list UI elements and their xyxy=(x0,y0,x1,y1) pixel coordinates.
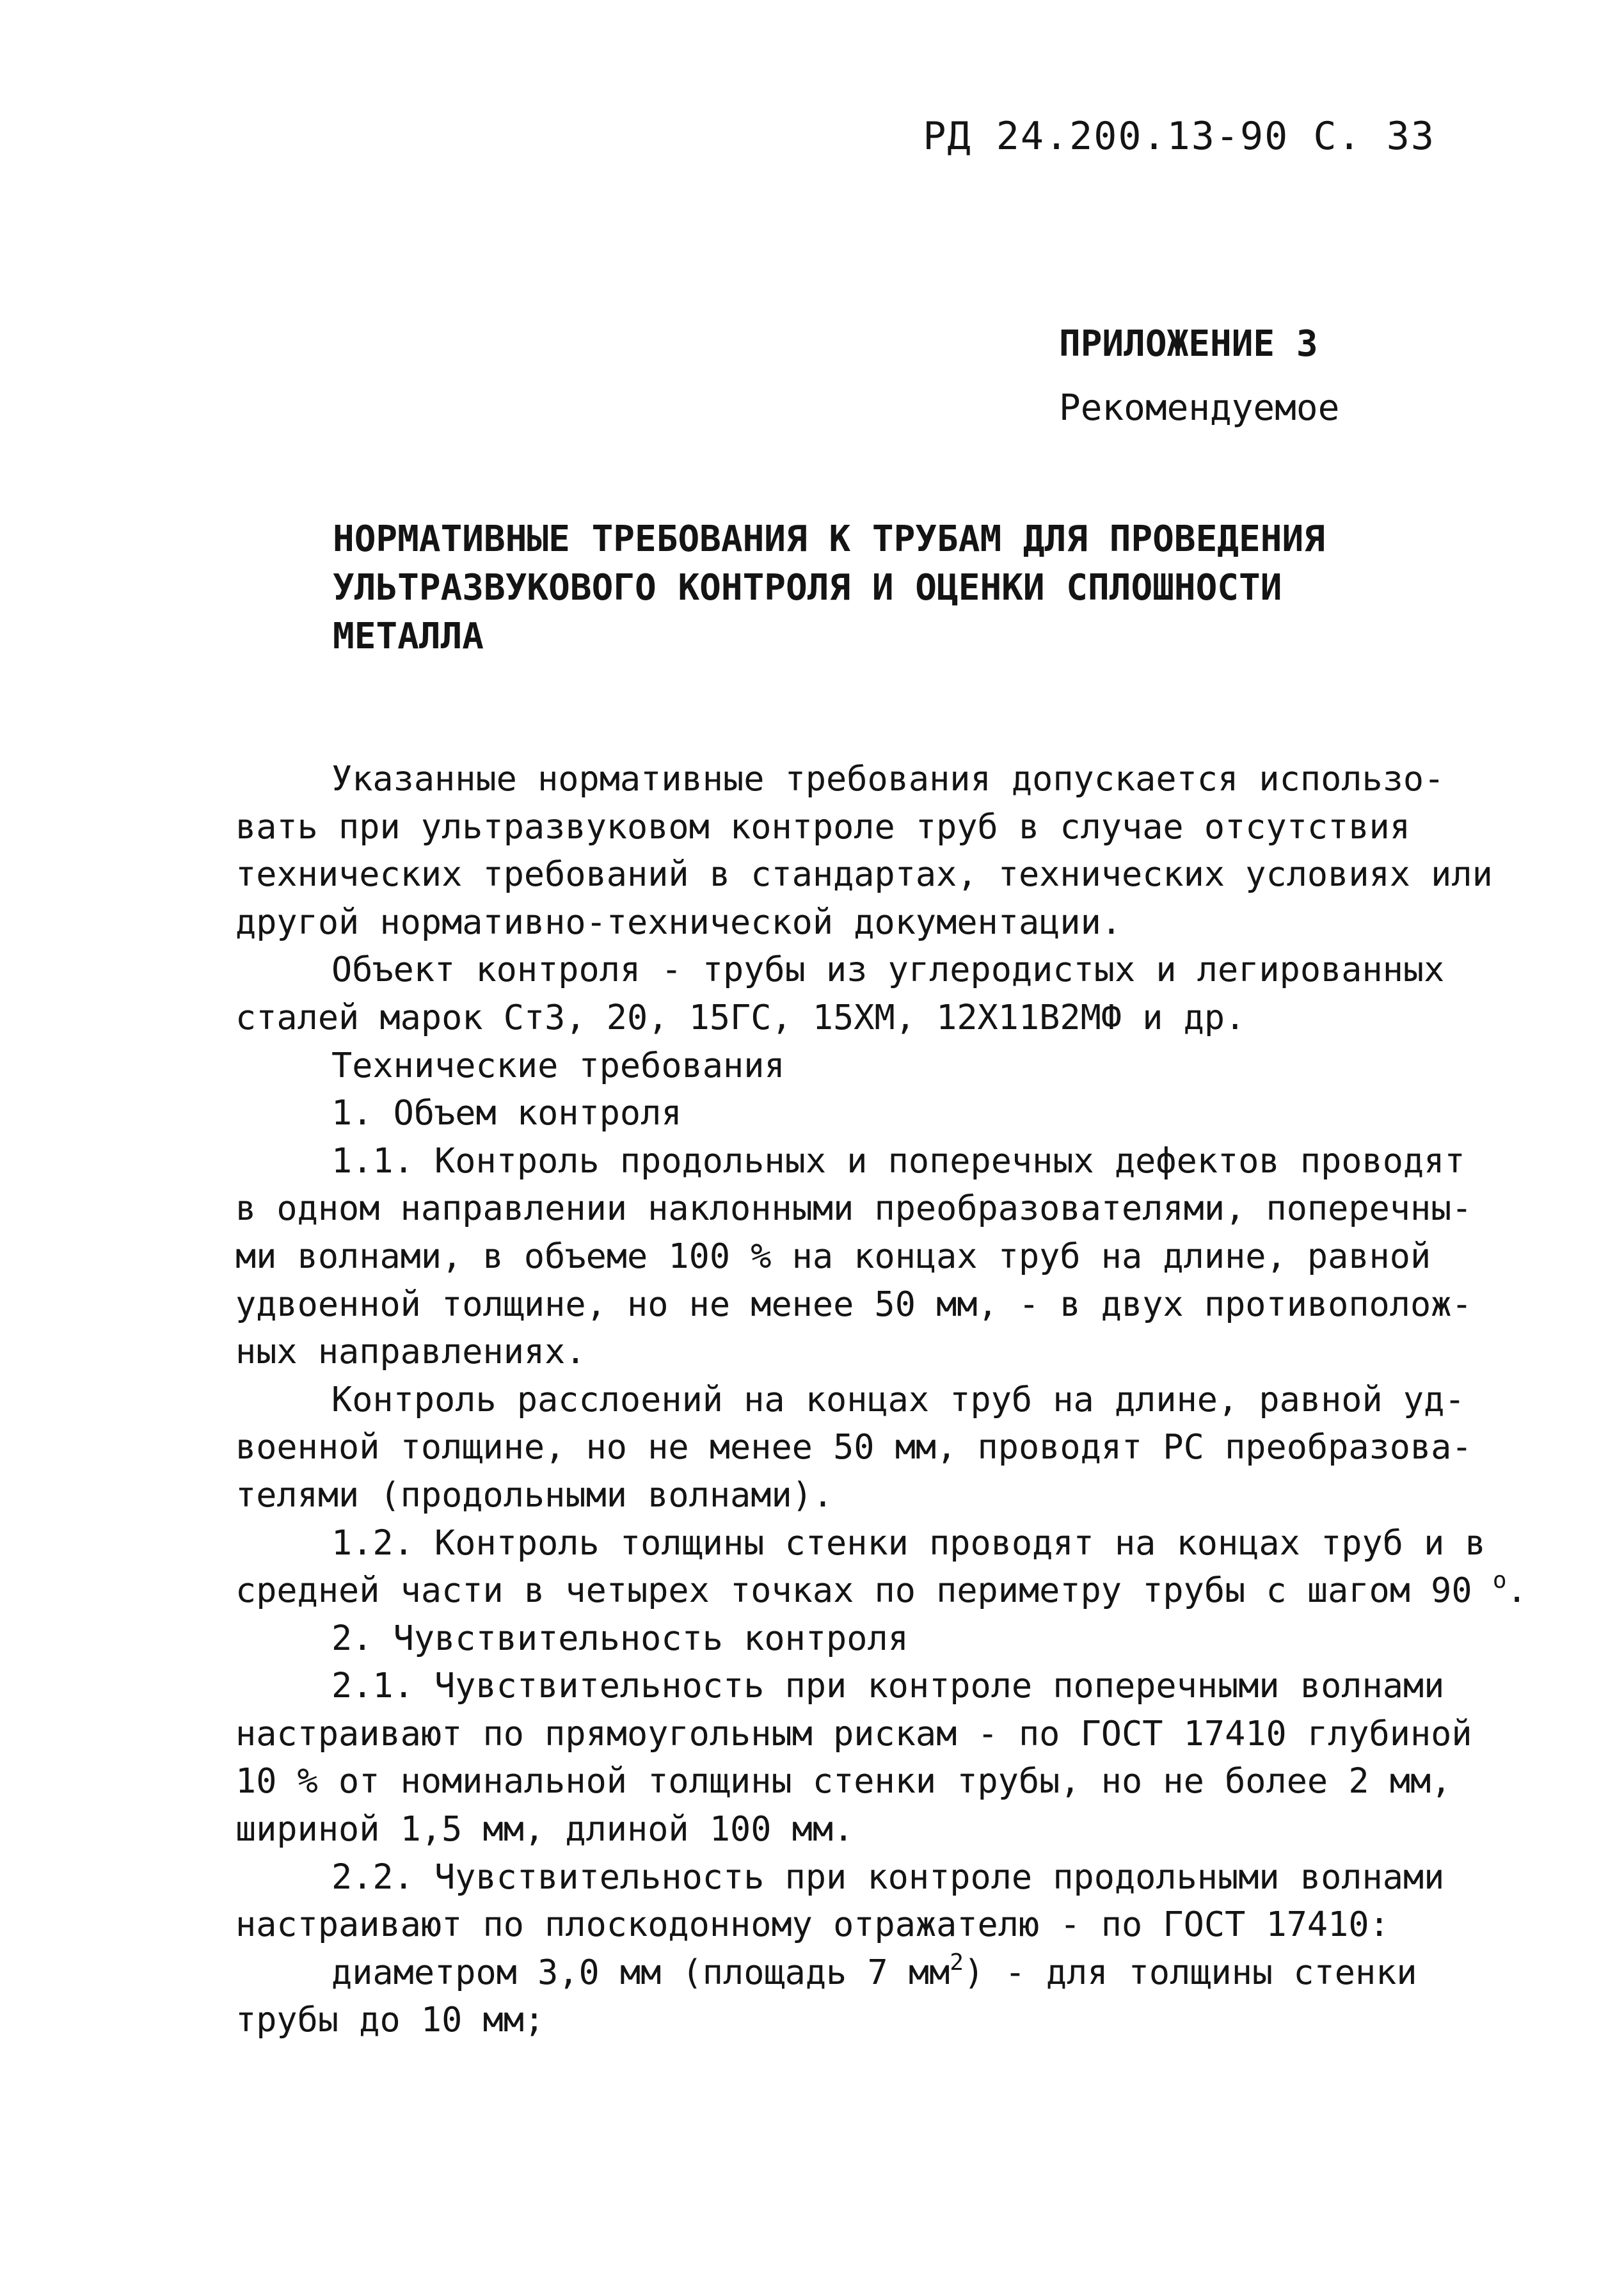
body-line: настраивают по прямоугольным рискам - по ГОСТ 17410 глубиной xyxy=(235,1713,1472,1754)
body-line: Контроль расслоений на концах труб на длине, равной уд- xyxy=(331,1379,1465,1419)
square-superscript: 2 xyxy=(950,1949,964,1976)
body-line: в одном направлении наклонными преобразователями, поперечны- xyxy=(235,1188,1472,1229)
body-line: настраивают по плоскодонному отражателю - по ГОСТ 17410: xyxy=(235,1904,1390,1945)
body-line: шириной 1,5 мм, длиной 100 мм. xyxy=(235,1809,854,1850)
body-line: 2.1. Чувствительность при контроле поперечными волнами xyxy=(331,1665,1445,1706)
body-line: Объект контроля - трубы из углеродистых и легированных xyxy=(331,949,1445,990)
sentence-period: . xyxy=(1506,1570,1527,1611)
degree-mark: о xyxy=(1492,1567,1507,1594)
section-heading: 1. Объем контроля xyxy=(331,1092,682,1133)
appendix-label: ПРИЛОЖЕНИЕ 3 xyxy=(1059,323,1318,365)
body-line: трубы до 10 мм; xyxy=(235,1999,545,2040)
body-line: Указанные нормативные требования допускается использо- xyxy=(331,758,1445,799)
section-heading: Технические требования xyxy=(331,1044,785,1085)
section-heading: 2. Чувствительность контроля xyxy=(331,1617,909,1658)
appendix-block xyxy=(1059,312,1339,440)
body-line-text: диаметром 3,0 мм (площадь 7 мм xyxy=(331,1951,950,1992)
body-text xyxy=(235,755,1527,2044)
document-reference: РД 24.200.13-90 С. 33 xyxy=(923,114,1435,159)
body-line: 1.1. Контроль продольных и поперечных дефектов проводят xyxy=(331,1140,1465,1181)
body-line-with-superscript xyxy=(235,1949,1426,1997)
body-line: 2.2. Чувствительность при контроле продольными волнами xyxy=(331,1856,1445,1897)
body-line: другой нормативно-технической документации. xyxy=(235,901,1122,942)
appendix-status: Рекомендуемое xyxy=(1059,387,1340,429)
body-line: 10 % от номинальной толщины стенки трубы, но не более 2 мм, xyxy=(235,1761,1452,1802)
title-line: НОРМАТИВНЫЕ ТРЕБОВАНИЯ К ТРУБАМ ДЛЯ ПРОВЕДЕНИЯ xyxy=(333,518,1325,560)
body-line-tail: ) - для толщины стенки xyxy=(963,1951,1417,1992)
body-line: удвоенной толщине, но не менее 50 мм, - в двух противополож- xyxy=(235,1283,1472,1324)
body-line: технических требований в стандартах, технических условиях или xyxy=(235,854,1493,895)
body-line: сталей марок Ст3, 20, 15ГС, 15ХМ, 12Х11В2МФ и др. xyxy=(235,996,1246,1037)
body-line-text: средней части в четырех точках по периметру трубы с шагом 90 xyxy=(235,1570,1472,1611)
body-line: 1.2. Контроль толщины стенки проводят на концах труб и в xyxy=(331,1522,1486,1563)
title-line: УЛЬТРАЗВУКОВОГО КОНТРОЛЯ И ОЦЕНКИ СПЛОШНОСТИ xyxy=(333,567,1282,609)
body-line: ми волнами, в объеме 100 % на концах труб на длине, равной xyxy=(235,1235,1431,1276)
body-line: телями (продольными волнами). xyxy=(235,1474,834,1515)
body-line: военной толщине, но не менее 50 мм, проводят РС преобразова- xyxy=(235,1427,1472,1467)
body-line: вать при ультразвуковом контроле труб в случае отсутствия xyxy=(235,806,1410,847)
body-line-with-degree xyxy=(235,1567,1527,1615)
title-line: МЕТАЛЛА xyxy=(333,616,484,657)
document-title xyxy=(333,515,1485,661)
body-line: ных направлениях. xyxy=(235,1331,586,1372)
